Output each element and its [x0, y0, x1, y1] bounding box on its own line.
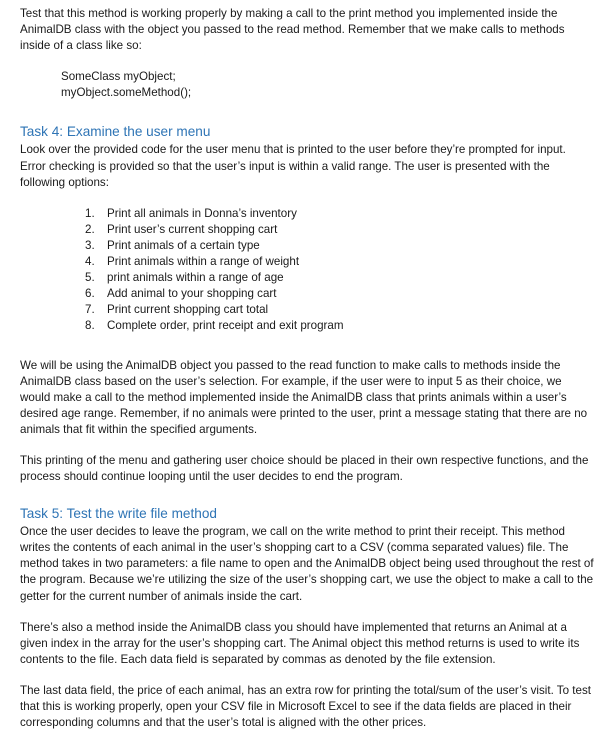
list-item-text: Print animals within a range of weight	[107, 255, 300, 269]
list-item-number: 6.	[85, 287, 95, 301]
list-item	[85, 270, 594, 286]
list-item	[85, 222, 594, 238]
list-item	[85, 286, 594, 302]
list-item-number: 1.	[85, 206, 95, 220]
list-item-number: 4.	[85, 255, 95, 269]
task5-paragraph-2: There’s also a method inside the AnimalDB class you should have implemented that returns an Animal at a given index in the array for the user’s shopping cart. The Animal object this method returns is used to write its contents to the file. Each data field is separated by commas as denoted by the file extension.	[20, 620, 580, 666]
list-item-number: 5.	[85, 271, 95, 285]
task4-paragraph-2: We will be using the AnimalDB object you passed to the read function to make calls to methods inside the AnimalDB class based on the user’s selection. For example, if the user were to input 5 as their choice, we would make a call to the method implemented inside the AnimalDB class that prints animals within a user’s desired age range. Remember, if no animals were printed to the user, print a message stating that there are no animals that fit within the specified arguments.	[20, 358, 588, 436]
task4-paragraph-3: This printing of the menu and gathering user choice should be placed in their own respective functions, and the process should continue looping until the user decides to end the program.	[20, 453, 589, 484]
task5-paragraph-1: Once the user decides to leave the program, we call on the write method to print their receipt. This method writes the contents of each animal in the user’s shopping cart to a CSV (comma separated values) file. The method takes in two parameters: a file name to open and the AnimalDB object being used throughout the rest of the program. Because we’re utilizing the size of the user’s shopping cart, we use the object to make a call to the getter for the current number of animals inside the cart.	[20, 525, 594, 603]
list-item-number: 2.	[85, 222, 95, 236]
list-item-number: 8.	[85, 319, 95, 333]
list-item	[85, 238, 594, 254]
list-item-number: 3.	[85, 238, 95, 252]
list-item-text: Complete order, print receipt and exit program	[107, 319, 344, 333]
code-example	[61, 69, 594, 101]
list-item-text: Add animal to your shopping cart	[107, 287, 277, 301]
task5-paragraph-3: The last data field, the price of each animal, has an extra row for printing the total/sum of the user’s visit. To test that this is working properly, open your CSV file in Microsoft Excel to see if the data fields are placed in their corresponding columns and that the user’s total is aligned with the other prices.	[20, 683, 591, 730]
list-item-number: 7.	[85, 303, 95, 317]
list-item	[85, 206, 594, 222]
list-item	[85, 318, 594, 334]
code-line: SomeClass myObject;	[61, 70, 176, 84]
code-line: myObject.someMethod();	[61, 86, 192, 100]
list-item-text: print animals within a range of age	[107, 271, 284, 285]
task5-heading: Task 5: Test the write file method	[20, 506, 217, 522]
list-item	[85, 254, 594, 270]
list-item-text: Print current shopping cart total	[107, 303, 269, 317]
list-item-text: Print animals of a certain type	[107, 238, 260, 252]
task4-paragraph: Look over the provided code for the user menu that is printed to the user before they’re prompted for input. Error checking is provided so that the user’s input is within a valid range. The user is presented with the following options:	[20, 143, 566, 189]
list-item-text: Print all animals in Donna’s inventory	[107, 206, 297, 220]
intro-paragraph: Test that this method is working properly by making a call to the print method you implemented inside the AnimalDB class with the object you passed to the read method. Remember that we make calls to methods inside of a class like so:	[20, 7, 565, 53]
list-item-text: Print user’s current shopping cart	[107, 222, 278, 236]
task4-heading: Task 4: Examine the user menu	[20, 124, 211, 140]
list-item	[85, 302, 594, 318]
menu-options-list	[20, 206, 594, 335]
